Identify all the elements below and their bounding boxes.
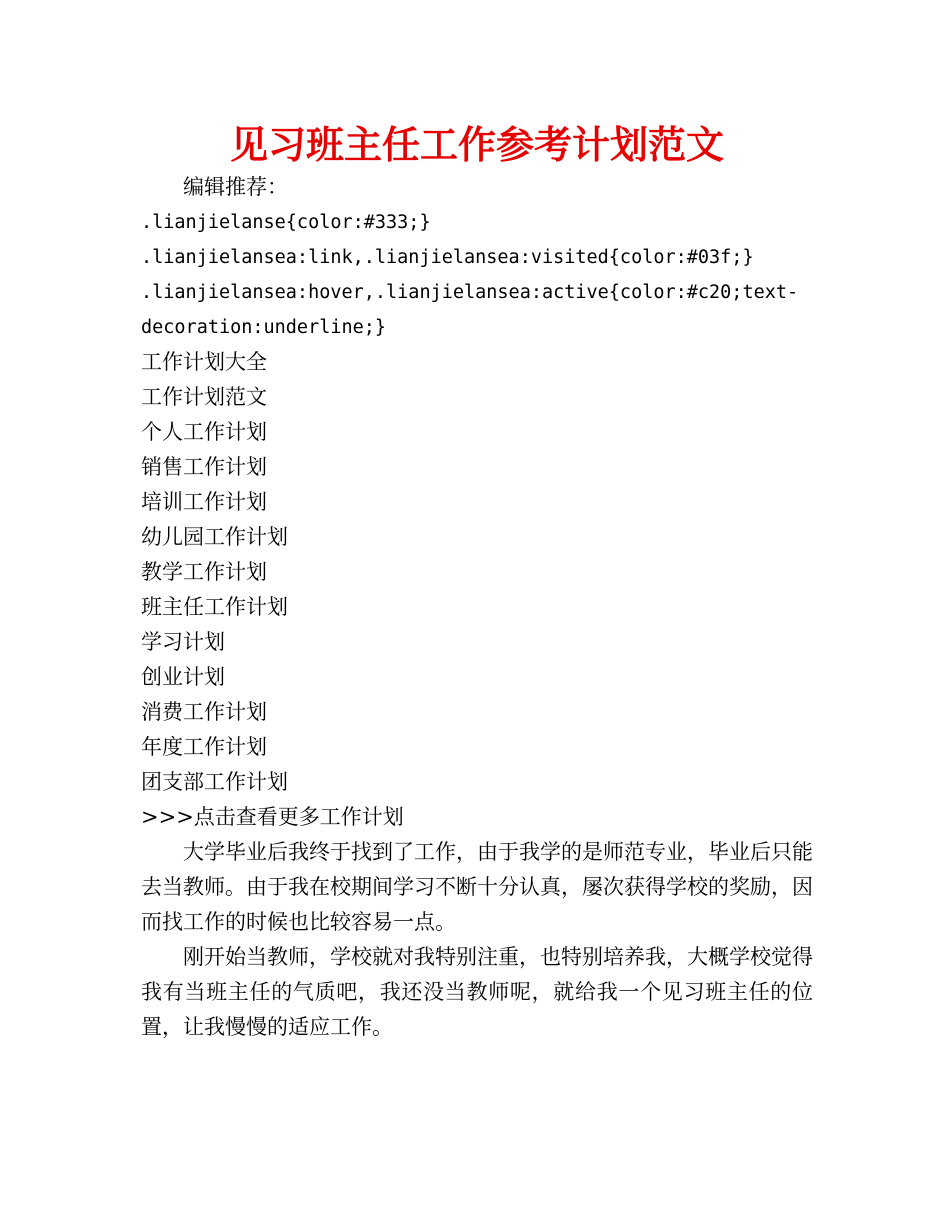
- css-line: .lianjielansea:hover,.lianjielansea:active{color:#c20;text-: [141, 282, 799, 303]
- link-work-plan-samples[interactable]: 工作计划范文: [141, 385, 267, 409]
- link-teaching-work-plan[interactable]: 教学工作计划: [141, 560, 267, 584]
- link-consumer-work-plan[interactable]: 消费工作计划: [141, 700, 267, 724]
- link-sales-work-plan[interactable]: 销售工作计划: [141, 455, 267, 479]
- link-annual-work-plan[interactable]: 年度工作计划: [141, 735, 267, 759]
- body-paragraph: 刚开始当教师，学校就对我特别注重，也特别培养我，大概学校觉得我有当班主任的气质吧，我还没当教师呢，就给我一个见习班主任的位置，让我慢慢的适应工作。: [141, 945, 813, 1039]
- page-title: 见习班主任工作参考计划范文: [229, 123, 724, 167]
- link-league-branch-work-plan[interactable]: 团支部工作计划: [141, 770, 288, 794]
- link-training-work-plan[interactable]: 培训工作计划: [141, 490, 267, 514]
- body-paragraph: 大学毕业后我终于找到了工作，由于我学的是师范专业，毕业后只能去当教师。由于我在校期间学习不断十分认真，屡次获得学校的奖励，因而找工作的时候也比较容易一点。: [141, 840, 813, 934]
- css-line: .lianjielanse{color:#333;}: [141, 212, 431, 233]
- plan-link-list: [141, 345, 813, 835]
- link-business-plan[interactable]: 创业计划: [141, 665, 225, 689]
- editor-recommend-label: 编辑推荐：: [183, 175, 288, 199]
- link-personal-work-plan[interactable]: 个人工作计划: [141, 420, 267, 444]
- css-line: .lianjielansea:link,.lianjielansea:visited{color:#03f;}: [141, 247, 754, 268]
- link-work-plan-collection[interactable]: 工作计划大全: [141, 350, 267, 374]
- more-plans-link[interactable]: >>>点击查看更多工作计划: [141, 805, 404, 829]
- css-line: decoration:underline;}: [141, 317, 387, 338]
- document-page: [141, 120, 813, 1045]
- css-code-block: [141, 205, 813, 345]
- link-head-teacher-work-plan[interactable]: 班主任工作计划: [141, 595, 288, 619]
- link-study-plan[interactable]: 学习计划: [141, 630, 225, 654]
- link-kindergarten-work-plan[interactable]: 幼儿园工作计划: [141, 525, 288, 549]
